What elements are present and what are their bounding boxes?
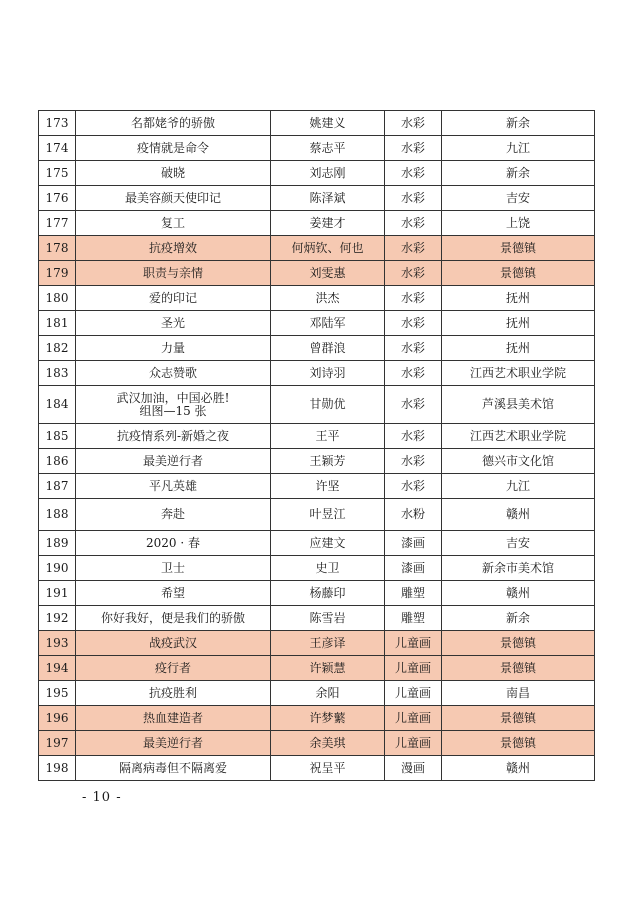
cell-author: 陈雪岩 xyxy=(271,606,385,631)
cell-unit: 吉安 xyxy=(442,531,595,556)
cell-unit: 景德镇 xyxy=(442,731,595,756)
cell-number: 185 xyxy=(39,424,76,449)
table-row xyxy=(39,556,595,581)
cell-title: 抗疫胜利 xyxy=(76,681,271,706)
page-number: - 10 - xyxy=(82,790,122,805)
cell-number: 181 xyxy=(39,311,76,336)
cell-number: 196 xyxy=(39,706,76,731)
cell-unit: 景德镇 xyxy=(442,706,595,731)
cell-author: 王彦译 xyxy=(271,631,385,656)
cell-type: 水彩 xyxy=(385,311,442,336)
cell-title: 希望 xyxy=(76,581,271,606)
cell-author: 姚建义 xyxy=(271,111,385,136)
table-row xyxy=(39,731,595,756)
cell-title-line: 武汉加油，中国必胜! xyxy=(116,390,230,405)
table-row xyxy=(39,136,595,161)
table-row xyxy=(39,499,595,531)
cell-unit: 吉安 xyxy=(442,186,595,211)
cell-unit: 新余 xyxy=(442,161,595,186)
cell-unit: 抚州 xyxy=(442,336,595,361)
cell-title: 最美逆行者 xyxy=(76,731,271,756)
cell-number: 184 xyxy=(39,386,76,424)
cell-type: 儿童画 xyxy=(385,706,442,731)
cell-title-line: 组图—15 张 xyxy=(139,403,207,418)
cell-author: 洪杰 xyxy=(271,286,385,311)
cell-author: 应建文 xyxy=(271,531,385,556)
table-row xyxy=(39,336,595,361)
cell-title: 破晓 xyxy=(76,161,271,186)
cell-type: 雕塑 xyxy=(385,581,442,606)
table-row xyxy=(39,161,595,186)
table-row xyxy=(39,706,595,731)
table-row xyxy=(39,531,595,556)
cell-unit: 德兴市文化馆 xyxy=(442,449,595,474)
cell-number: 198 xyxy=(39,756,76,781)
cell-number: 183 xyxy=(39,361,76,386)
cell-number: 195 xyxy=(39,681,76,706)
table-row xyxy=(39,261,595,286)
cell-unit: 景德镇 xyxy=(442,261,595,286)
cell-author: 陈泽斌 xyxy=(271,186,385,211)
cell-type: 水彩 xyxy=(385,211,442,236)
cell-author: 蔡志平 xyxy=(271,136,385,161)
cell-type: 漆画 xyxy=(385,531,442,556)
table-row xyxy=(39,311,595,336)
cell-title: 疫情就是命令 xyxy=(76,136,271,161)
cell-title: 复工 xyxy=(76,211,271,236)
cell-type: 水粉 xyxy=(385,499,442,531)
cell-type: 水彩 xyxy=(385,261,442,286)
cell-type: 水彩 xyxy=(385,236,442,261)
cell-type: 水彩 xyxy=(385,186,442,211)
cell-type: 水彩 xyxy=(385,474,442,499)
cell-title: 圣光 xyxy=(76,311,271,336)
cell-type: 水彩 xyxy=(385,136,442,161)
cell-number: 178 xyxy=(39,236,76,261)
cell-unit: 赣州 xyxy=(442,756,595,781)
cell-author: 叶昱江 xyxy=(271,499,385,531)
cell-unit: 九江 xyxy=(442,136,595,161)
cell-title: 名都姥爷的骄傲 xyxy=(76,111,271,136)
cell-type: 水彩 xyxy=(385,386,442,424)
cell-unit: 景德镇 xyxy=(442,631,595,656)
cell-type: 水彩 xyxy=(385,449,442,474)
table-row xyxy=(39,581,595,606)
table-row xyxy=(39,386,595,424)
cell-number: 173 xyxy=(39,111,76,136)
cell-type: 水彩 xyxy=(385,424,442,449)
cell-unit: 南昌 xyxy=(442,681,595,706)
cell-unit: 江西艺术职业学院 xyxy=(442,424,595,449)
cell-title: 隔离病毒但不隔离爱 xyxy=(76,756,271,781)
cell-number: 192 xyxy=(39,606,76,631)
cell-author: 邓陆军 xyxy=(271,311,385,336)
cell-title: 抗疫情系列-新婚之夜 xyxy=(76,424,271,449)
table-row xyxy=(39,474,595,499)
cell-author: 刘志刚 xyxy=(271,161,385,186)
cell-author: 曾群浪 xyxy=(271,336,385,361)
table-row xyxy=(39,449,595,474)
cell-number: 193 xyxy=(39,631,76,656)
table-row xyxy=(39,656,595,681)
cell-number: 180 xyxy=(39,286,76,311)
cell-author: 姜建才 xyxy=(271,211,385,236)
cell-unit: 赣州 xyxy=(442,499,595,531)
table-row xyxy=(39,211,595,236)
cell-number: 175 xyxy=(39,161,76,186)
cell-unit: 赣州 xyxy=(442,581,595,606)
cell-number: 197 xyxy=(39,731,76,756)
cell-type: 水彩 xyxy=(385,361,442,386)
cell-type: 水彩 xyxy=(385,111,442,136)
cell-title: 最美逆行者 xyxy=(76,449,271,474)
cell-number: 186 xyxy=(39,449,76,474)
cell-title: 战疫武汉 xyxy=(76,631,271,656)
cell-author: 杨藤印 xyxy=(271,581,385,606)
cell-type: 水彩 xyxy=(385,336,442,361)
cell-unit: 九江 xyxy=(442,474,595,499)
cell-author: 刘诗羽 xyxy=(271,361,385,386)
cell-number: 182 xyxy=(39,336,76,361)
cell-unit: 新余 xyxy=(442,606,595,631)
cell-number: 194 xyxy=(39,656,76,681)
cell-number: 190 xyxy=(39,556,76,581)
cell-author: 余美琪 xyxy=(271,731,385,756)
cell-type: 漆画 xyxy=(385,556,442,581)
cell-title: 你好我好，便是我们的骄傲 xyxy=(76,606,271,631)
table-row xyxy=(39,186,595,211)
cell-unit: 抚州 xyxy=(442,286,595,311)
table-row xyxy=(39,111,595,136)
cell-unit: 上饶 xyxy=(442,211,595,236)
cell-author: 刘雯惠 xyxy=(271,261,385,286)
cell-type: 漫画 xyxy=(385,756,442,781)
cell-title: 奔赴 xyxy=(76,499,271,531)
cell-title: 平凡英雄 xyxy=(76,474,271,499)
cell-unit: 景德镇 xyxy=(442,656,595,681)
table-row xyxy=(39,756,595,781)
table-row xyxy=(39,606,595,631)
cell-unit: 江西艺术职业学院 xyxy=(442,361,595,386)
table-row xyxy=(39,286,595,311)
table-row xyxy=(39,424,595,449)
table-row xyxy=(39,361,595,386)
table-row xyxy=(39,631,595,656)
cell-title: 热血建造者 xyxy=(76,706,271,731)
cell-type: 儿童画 xyxy=(385,656,442,681)
cell-number: 188 xyxy=(39,499,76,531)
cell-author: 王平 xyxy=(271,424,385,449)
cell-author: 史卫 xyxy=(271,556,385,581)
table-row xyxy=(39,236,595,261)
cell-unit: 新余市美术馆 xyxy=(442,556,595,581)
cell-title: 众志赞歌 xyxy=(76,361,271,386)
cell-title: 卫士 xyxy=(76,556,271,581)
cell-title: 职责与亲情 xyxy=(76,261,271,286)
cell-number: 189 xyxy=(39,531,76,556)
cell-number: 187 xyxy=(39,474,76,499)
cell-unit: 抚州 xyxy=(442,311,595,336)
cell-title: 爱的印记 xyxy=(76,286,271,311)
cell-number: 177 xyxy=(39,211,76,236)
cell-author: 余阳 xyxy=(271,681,385,706)
cell-number: 174 xyxy=(39,136,76,161)
cell-title: 抗疫增效 xyxy=(76,236,271,261)
cell-type: 儿童画 xyxy=(385,681,442,706)
cell-author: 甘勋优 xyxy=(271,386,385,424)
cell-unit: 新余 xyxy=(442,111,595,136)
cell-type: 儿童画 xyxy=(385,731,442,756)
cell-author: 许颖慧 xyxy=(271,656,385,681)
cell-author: 何炳钦、何也 xyxy=(271,236,385,261)
cell-title: 2020 · 春 xyxy=(76,531,271,556)
cell-unit: 芦溪县美术馆 xyxy=(442,386,595,424)
cell-unit: 景德镇 xyxy=(442,236,595,261)
cell-title: 力量 xyxy=(76,336,271,361)
cell-title: 最美容颜天使印记 xyxy=(76,186,271,211)
roster-table xyxy=(38,110,595,781)
cell-title: 疫行者 xyxy=(76,656,271,681)
cell-type: 儿童画 xyxy=(385,631,442,656)
cell-title xyxy=(76,386,271,424)
cell-author: 许坚 xyxy=(271,474,385,499)
cell-type: 水彩 xyxy=(385,286,442,311)
cell-number: 176 xyxy=(39,186,76,211)
cell-author: 许梦蘩 xyxy=(271,706,385,731)
cell-number: 179 xyxy=(39,261,76,286)
roster-body xyxy=(39,111,595,781)
cell-type: 水彩 xyxy=(385,161,442,186)
table-row xyxy=(39,681,595,706)
cell-author: 祝呈平 xyxy=(271,756,385,781)
cell-number: 191 xyxy=(39,581,76,606)
cell-author: 王颖芳 xyxy=(271,449,385,474)
cell-type: 雕塑 xyxy=(385,606,442,631)
